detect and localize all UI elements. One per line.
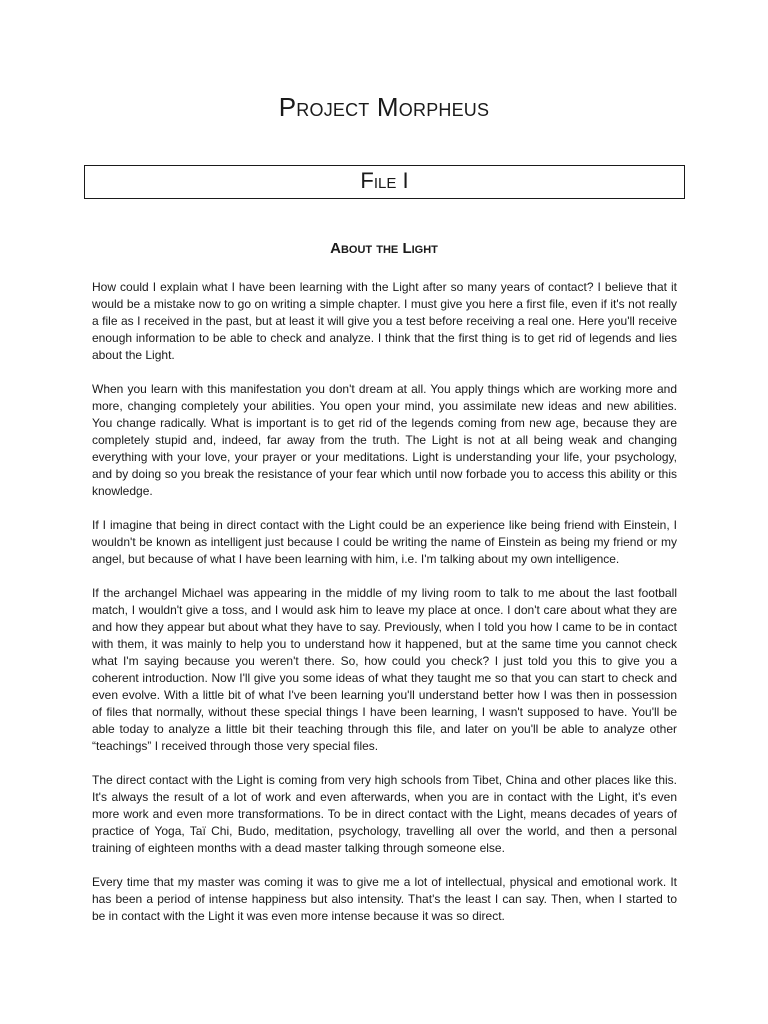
file-label-box — [84, 165, 685, 199]
paragraph: Every time that my master was coming it was to give me a lot of intellectual, physical and emotional work. It has been a period of intense happiness but also intensity. That's the least I can say. Then, when I started to be in contact with the Light it was even more intense because it was so direct. — [92, 875, 677, 923]
paragraph: How could I explain what I have been learning with the Light after so many years of contact? I believe that it would be a mistake now to go on writing a simple chapter. I must give you here a first file, even if it's not really a file as I received in the past, but at least it will give you a test before receiving a real one. Here you'll receive enough information to be able to check and analyze. I think that the first thing is to get rid of legends and lies about the Light. — [92, 280, 677, 362]
section-heading: About the Light — [330, 240, 438, 257]
paragraph: When you learn with this manifestation you don't dream at all. You apply things which are working more and more, changing completely your abilities. You open your mind, you assimilate new ideas and new abilities. You change radically. What is important is to get rid of the legends coming from new age, because they are completely stupid and, indeed, far away from the truth. The Light is not at all being weak and changing everything with your love, your prayer or your meditations. Light is understanding your life, your psychology, and by doing so you break the resistance of your fear which until now forbade you to access this ability or this knowledge. — [92, 382, 677, 498]
body-text — [92, 279, 677, 942]
paragraph: If I imagine that being in direct contact with the Light could be an experience like being friend with Einstein, I wouldn't be known as intelligent just because I could be writing the name of Einstein as being my friend or my angel, but because of what I have been learning with him, i.e. I'm talking about my own intelligence. — [92, 518, 677, 566]
paragraph: If the archangel Michael was appearing in the middle of my living room to talk to me about the last football match, I wouldn't give a toss, and I would ask him to leave my place at once. I don't care about what they are and how they appear but about what they have to say. Previously, when I told you how I came to be in contact with them, it was mainly to help you to understand how it happened, but at the same time you cannot check what I'm saying because you weren't there. So, how could you check? I just told you this to give you a coherent introduction. Now I'll give you some ideas of what they taught me so that you can start to check and even evolve. With a little bit of what I've been learning you'll understand better how I was then in possession of files that normally, without these special things I have been learning, I wasn't supposed to have. You'll be able today to analyze a little bit their teaching through this file, and later on you'll be able to analyze other “teachings” I received through those very special files. — [92, 586, 677, 753]
paragraph: The direct contact with the Light is coming from very high schools from Tibet, China and other places like this. It's always the result of a lot of work and even afterwards, when you are in contact with the Light, it's even more work and even more transformations. To be in direct contact with the Light, means decades of years of practice of Yoga, Taï Chi, Budo, meditation, psychology, travelling all over the world, and then a personal training of eighteen months with a dead master talking through someone else. — [92, 773, 677, 855]
document-title: Project Morpheus — [278, 92, 490, 122]
file-label: File I — [360, 168, 409, 193]
